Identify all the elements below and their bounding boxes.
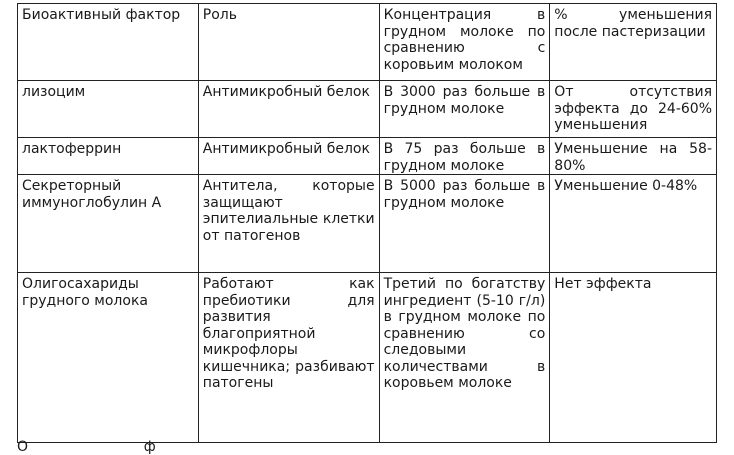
header-cell-pasteurization: % уменьшения после пастеризации (550, 4, 717, 81)
table-row (18, 138, 717, 175)
cell-factor: Секреторный иммуноглобулин А (18, 175, 199, 273)
cell-role: Антимикробный белок (198, 138, 379, 175)
table-header-row (18, 4, 717, 81)
cell-pasteurization: Уменьшение на 58-80% (550, 138, 717, 175)
cell-factor: лактоферрин (18, 138, 199, 175)
cell-concentration: В 5000 раз больше в грудном молоке (379, 175, 550, 273)
cell-concentration: Третий по богатству ингредиент (5-10 г/л) в грудном молоке по сравнению со следовыми количествами в коровьем молоке (379, 273, 550, 443)
cell-factor: Олигосахариды грудного молока (18, 273, 199, 443)
trailing-text: О ф (17, 439, 156, 455)
bioactive-factors-table (17, 3, 717, 443)
cell-pasteurization: От отсутствия эффекта до 24-60% уменьшения (550, 81, 717, 138)
table-row (18, 175, 717, 273)
cell-factor: лизоцим (18, 81, 199, 138)
table-row (18, 81, 717, 138)
table-row (18, 273, 717, 443)
cell-role: Антимикробный белок (198, 81, 379, 138)
cell-concentration: В 3000 раз больше в грудном молоке (379, 81, 550, 138)
header-cell-role: Роль (198, 4, 379, 81)
cell-role: Антитела, которые защищают эпителиальные клетки от патогенов (198, 175, 379, 273)
cell-role: Работают как пребиотики для развития благоприятной микрофлоры кишечника; разбивают патогены (198, 273, 379, 443)
header-cell-concentration: Концентрация в грудном молоке по сравнению с коровьим молоком (379, 4, 550, 81)
cell-concentration: В 75 раз больше в грудном молоке (379, 138, 550, 175)
document-page (17, 3, 717, 443)
cell-pasteurization: Нет эффекта (550, 273, 717, 443)
cell-pasteurization: Уменьшение 0-48% (550, 175, 717, 273)
header-cell-factor: Биоактивный фактор (18, 4, 199, 81)
trailing-text-line (17, 438, 717, 455)
